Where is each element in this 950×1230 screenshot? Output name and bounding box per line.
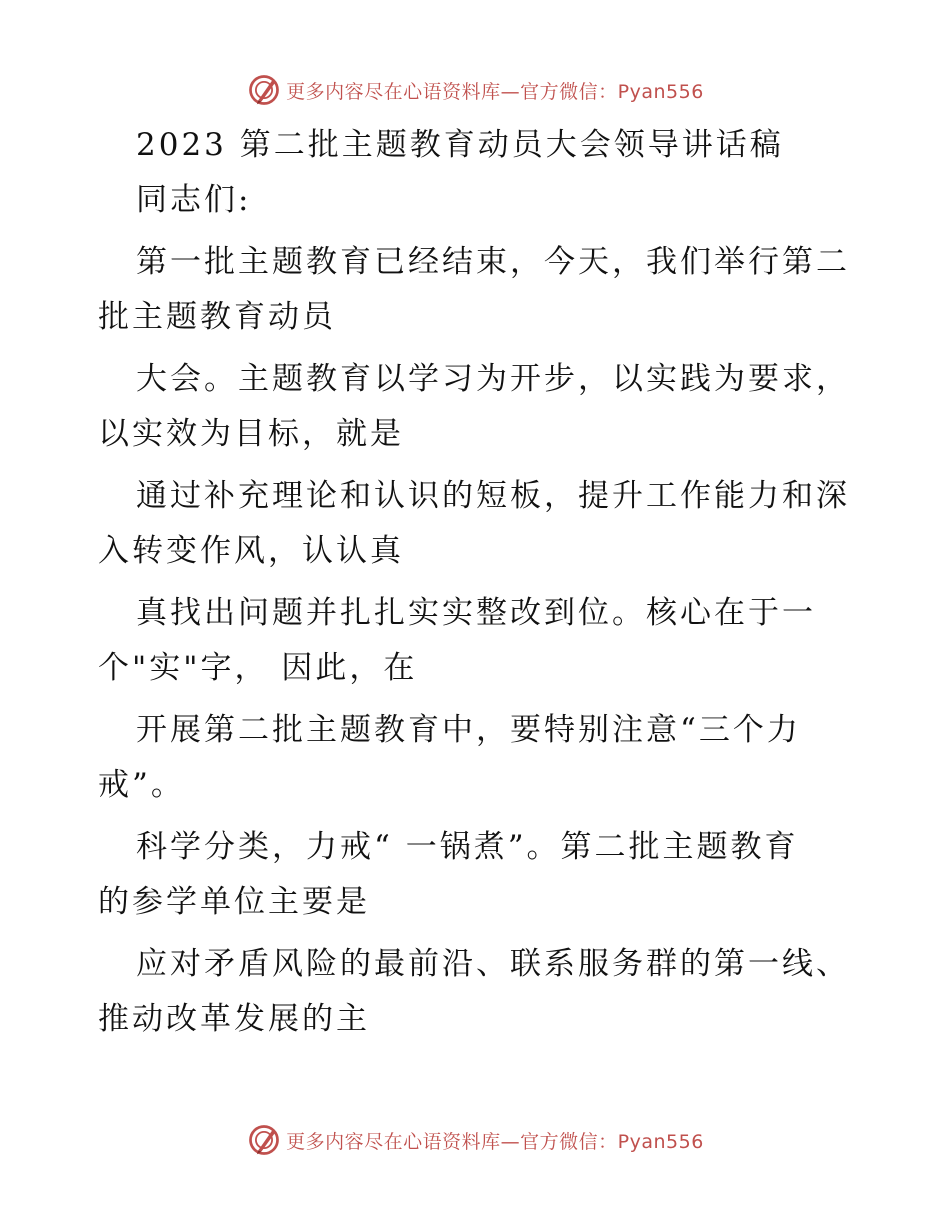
pen-logo-icon	[246, 72, 282, 108]
paragraph-line: 的参学单位主要是	[98, 884, 370, 920]
paragraph-line: 批主题教育动员	[98, 299, 336, 335]
pen-logo-icon	[246, 1122, 282, 1158]
footer-watermark-banner	[0, 1120, 950, 1160]
paragraph-line: 通过补充理论和认识的短板，提升工作能力和深	[136, 478, 850, 514]
document-title: 2023 第二批主题教育动员大会领导讲话稿	[136, 127, 784, 163]
paragraph-line: 戒”。	[98, 767, 185, 803]
paragraph-line: 推动改革发展的主	[98, 1001, 370, 1037]
header-watermark-text: 更多内容尽在心语资料库—官方微信：Pyan556	[286, 80, 704, 103]
paragraph-line: 真找出问题并扎扎实实整改到位。核心在于一	[136, 595, 816, 631]
paragraph-line: 大会。主题教育以学习为开步，以实践为要求，	[136, 361, 850, 397]
paragraph-line: 以实效为目标，就是	[98, 416, 404, 452]
paragraph-line: 科学分类，力戒“ 一锅煮”。第二批主题教育	[136, 829, 799, 865]
footer-watermark-text: 更多内容尽在心语资料库—官方微信：Pyan556	[286, 1130, 704, 1153]
paragraph-line: 开展第二批主题教育中，要特别注意“三个力	[136, 712, 801, 748]
header-watermark-banner	[0, 70, 950, 110]
paragraph-line: 应对矛盾风险的最前沿、联系服务群的第一线、	[136, 946, 850, 982]
paragraph-line: 个"实"字， 因此，在	[98, 650, 418, 686]
paragraph-line: 入转变作风，认认真	[98, 533, 404, 569]
salutation: 同志们:	[136, 182, 252, 218]
paragraph-line: 第一批主题教育已经结束，今天，我们举行第二	[136, 244, 850, 280]
document-body	[98, 118, 858, 1047]
